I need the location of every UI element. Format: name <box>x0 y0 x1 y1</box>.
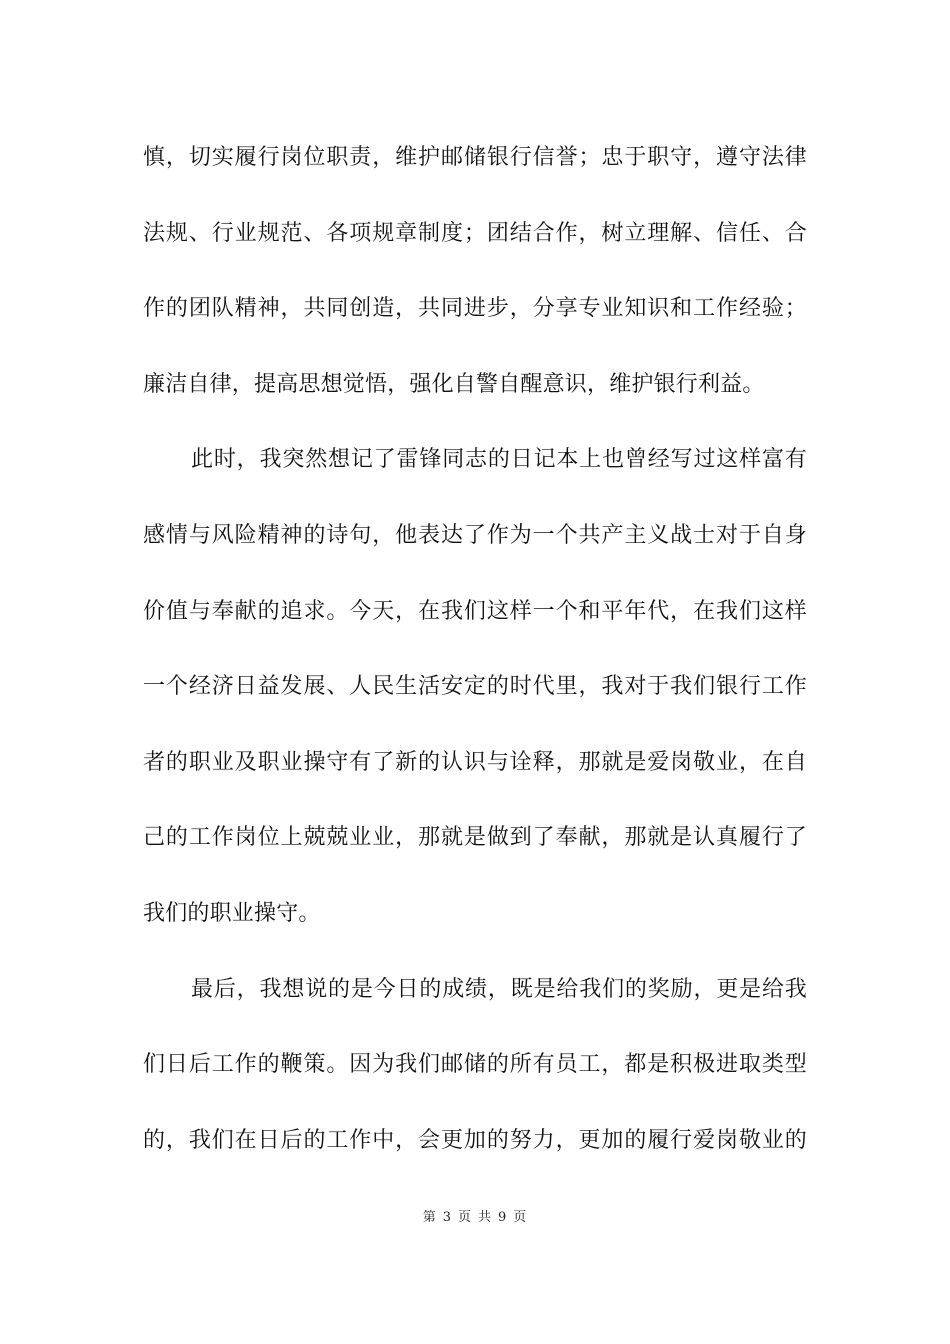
text-line: 慎，切实履行岗位职责，维护邮储银行信誉；忠于职守，遵守法律 <box>143 145 807 170</box>
text-line: 们日后工作的鞭策。因为我们邮储的所有员工，都是积极进取类型 <box>143 1052 807 1078</box>
footer-page-unit-2: 页 <box>513 1210 528 1225</box>
footer-page-prefix: 第 <box>422 1210 437 1225</box>
text-line: 己的工作岗位上兢兢业业，那就是做到了奉献，那就是认真履行了 <box>143 825 807 851</box>
text-line: 作的团队精神，共同创造，共同进步，分享专业知识和工作经验； <box>143 296 807 322</box>
footer-page-unit: 页 <box>457 1210 472 1225</box>
text-line: 感情与风险精神的诗句，他表达了作为一个共产主义战士对于自身 <box>143 522 807 548</box>
footer-total-prefix: 共 <box>478 1210 493 1225</box>
footer-current-page: 3 <box>442 1210 452 1225</box>
page-footer <box>0 1206 950 1225</box>
text-line: 此时，我突然想记了雷锋同志的日记本上也曾经写过这样富有 <box>191 447 807 473</box>
text-line: 廉洁自律，提高思想觉悟，强化自警自醒意识，维护银行利益。 <box>143 371 765 397</box>
text-line: 的，我们在日后的工作中，会更加的努力，更加的履行爱岗敬业的 <box>143 1127 807 1153</box>
text-line: 法规、行业规范、各项规章制度；团结合作，树立理解、信任、合 <box>143 220 807 246</box>
text-line: 价值与奉献的追求。今天，在我们这样一个和平年代，在我们这样 <box>143 598 807 624</box>
document-body <box>143 133 807 1191</box>
text-line: 最后，我想说的是今日的成绩，既是给我们的奖励，更是给我 <box>191 976 807 1002</box>
text-line: 一个经济日益发展、人民生活安定的时代里，我对于我们银行工作 <box>143 674 807 700</box>
footer-total-pages: 9 <box>498 1210 508 1225</box>
text-line: 者的职业及职业操守有了新的认识与诠释，那就是爱岗敬业，在自 <box>143 749 807 775</box>
text-line: 我们的职业操守。 <box>143 900 321 926</box>
